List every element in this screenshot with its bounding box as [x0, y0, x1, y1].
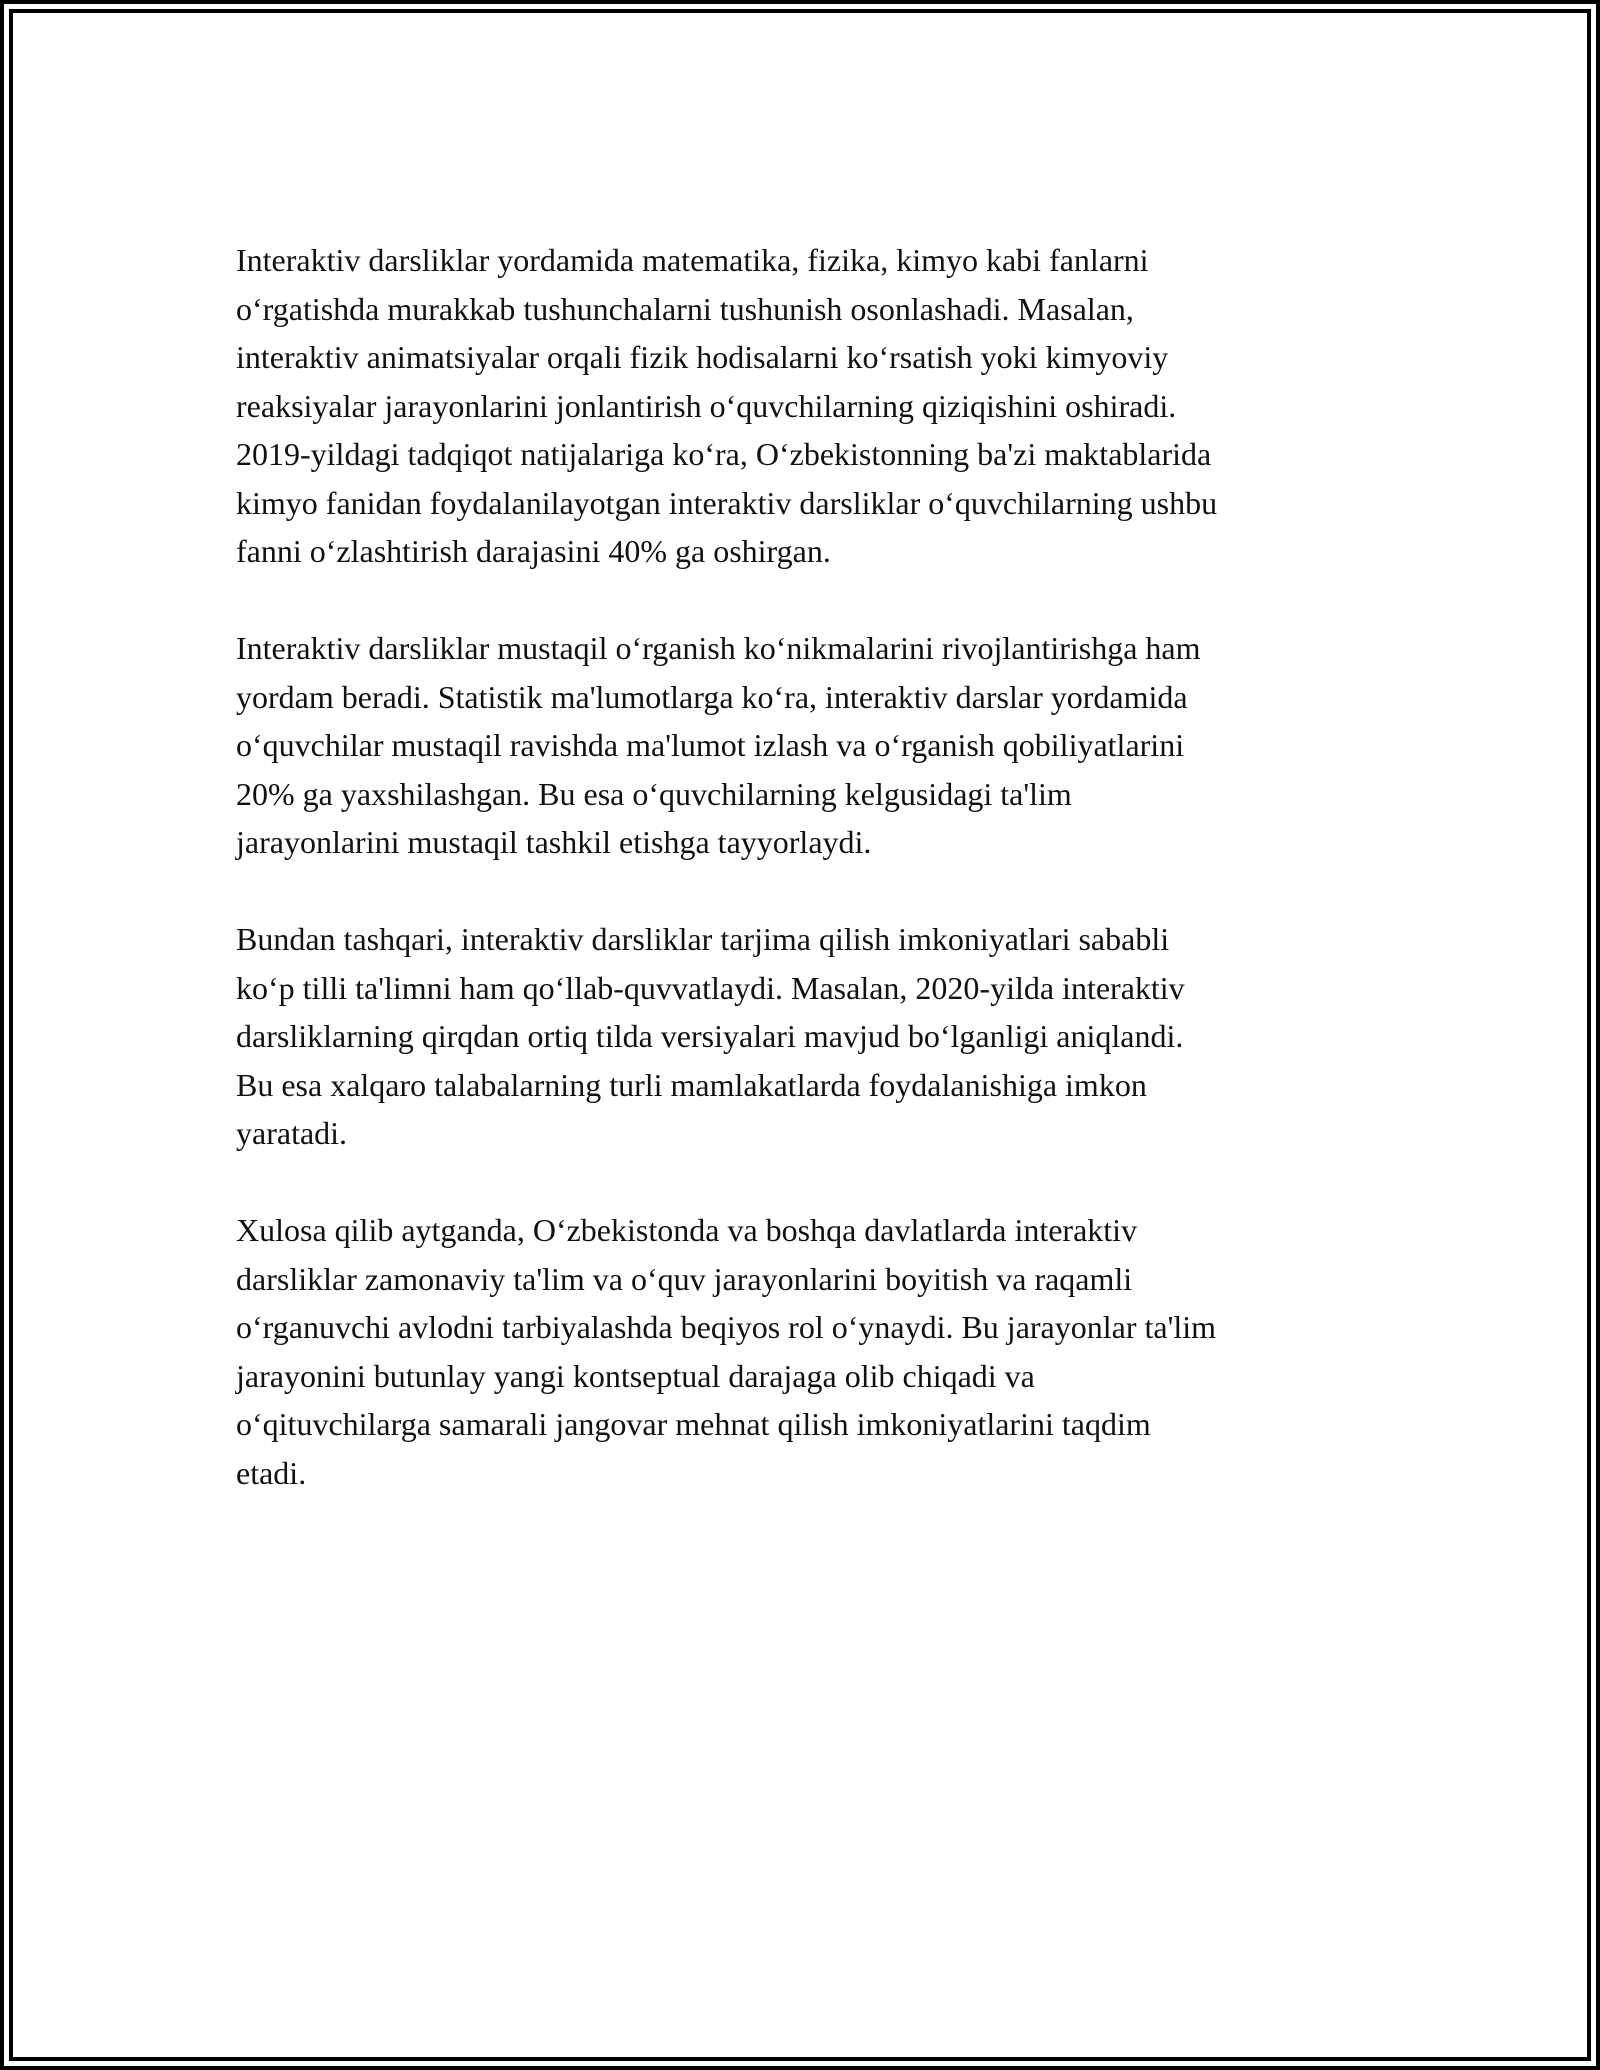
- paragraph-line: darsliklarning qirqdan ortiq tilda versiyalari mavjud bo‘lganligi aniqlandi.: [236, 1018, 1184, 1054]
- paragraph-line: interaktiv animatsiyalar orqali fizik hodisalarni ko‘rsatish yoki kimyoviy: [236, 339, 1169, 375]
- paragraph-line: Xulosa qilib aytganda, O‘zbekistonda va boshqa davlatlarda interaktiv: [236, 1212, 1138, 1248]
- paragraph-line: Interaktiv darsliklar yordamida matematika, fizika, kimyo kabi fanlarni: [236, 242, 1149, 278]
- paragraph-line: Bu esa xalqaro talabalarning turli mamlakatlarda foydalanishiga imkon: [236, 1066, 1147, 1103]
- paragraph-line: o‘rganuvchi avlodni tarbiyalashda beqiyos rol o‘ynaydi. Bu jarayonlar ta'lim: [236, 1309, 1217, 1345]
- paragraph-4: [236, 1206, 1386, 1497]
- paragraph-line: etadi.: [236, 1454, 307, 1491]
- paragraph-line: yordam beradi. Statistik ma'lumotlarga ko‘ra, interaktiv darslar yordamida: [236, 678, 1188, 715]
- paragraph-line: 2019-yildagi tadqiqot natijalariga ko‘ra, O‘zbekistonning ba'zi maktablarida: [236, 436, 1212, 472]
- paragraph-line: o‘quvchilar mustaqil ravishda ma'lumot izlash va o‘rganish qobiliyatlarini: [236, 727, 1185, 763]
- paragraph-line: fanni o‘zlashtirish darajasini 40% ga oshirgan.: [236, 533, 831, 569]
- paragraph-2: [236, 624, 1386, 867]
- paragraph-line: o‘qituvchilarga samarali jangovar mehnat qilish imkoniyatlarini taqdim: [236, 1406, 1151, 1442]
- paragraph-3: [236, 915, 1386, 1158]
- paragraph-line: Interaktiv darsliklar mustaqil o‘rganish ko‘nikmalarini rivojlantirishga ham: [236, 630, 1201, 666]
- paragraph-line: ko‘p tilli ta'limni ham qo‘llab-quvvatlaydi. Masalan, 2020-yilda interaktiv: [236, 969, 1185, 1006]
- paragraph-1: [236, 236, 1386, 576]
- paragraph-line: jarayonlarini mustaqil tashkil etishga tayyorlaydi.: [236, 824, 872, 860]
- document-body: [236, 236, 1386, 1546]
- paragraph-line: 20% ga yaxshilashgan. Bu esa o‘quvchilarning kelgusidagi ta'lim: [236, 775, 1072, 812]
- paragraph-line: kimyo fanidan foydalanilayotgan interaktiv darsliklar o‘quvchilarning ushbu: [236, 484, 1218, 521]
- paragraph-line: yaratadi.: [236, 1115, 348, 1151]
- paragraph-line: o‘rgatishda murakkab tushunchalarni tushunish osonlashadi. Masalan,: [236, 290, 1134, 327]
- paragraph-line: jarayonini butunlay yangi kontseptual darajaga olib chiqadi va: [236, 1357, 1035, 1394]
- paragraph-line: reaksiyalar jarayonlarini jonlantirish o‘quvchilarning qiziqishini oshiradi.: [236, 387, 1177, 424]
- paragraph-line: Bundan tashqari, interaktiv darsliklar tarjima qilish imkoniyatlari sababli: [236, 921, 1170, 957]
- paragraph-line: darsliklar zamonaviy ta'lim va o‘quv jarayonlarini boyitish va raqamli: [236, 1260, 1133, 1297]
